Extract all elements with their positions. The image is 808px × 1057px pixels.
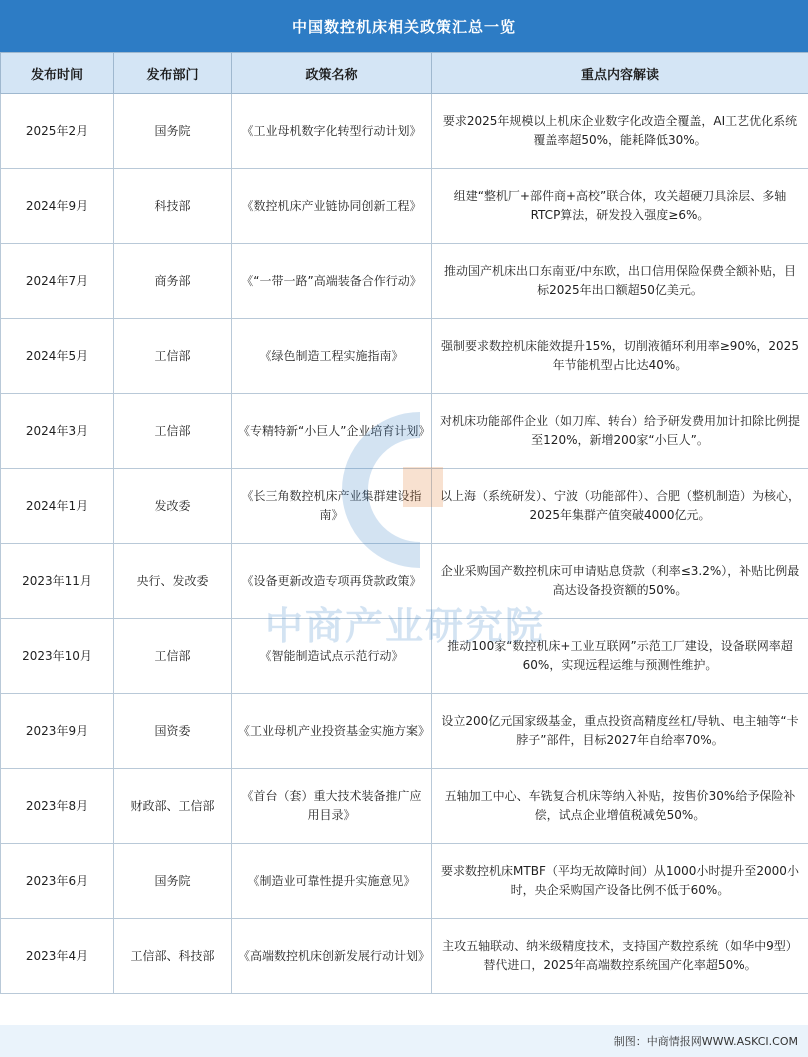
cell-content: 对机床功能部件企业（如刀库、转台）给予研发费用加计扣除比例提至120%，新增200家“小巨人”。 xyxy=(432,394,808,469)
cell-policy-name: 《制造业可靠性提升实施意见》 xyxy=(232,844,432,919)
cell-policy-name: 《工业母机产业投资基金实施方案》 xyxy=(232,694,432,769)
cell-dept: 工信部、科技部 xyxy=(114,919,232,994)
cell-policy-name: 《数控机床产业链协同创新工程》 xyxy=(232,169,432,244)
table-row xyxy=(1,469,808,544)
cell-policy-name: 《“一带一路”高端装备合作行动》 xyxy=(232,244,432,319)
cell-policy-name: 《高端数控机床创新发展行动计划》 xyxy=(232,919,432,994)
cell-content: 推动100家“数控机床+工业互联网”示范工厂建设，设备联网率超60%，实现远程运维与预测性维护。 xyxy=(432,619,808,694)
table-row xyxy=(1,319,808,394)
cell-dept: 国务院 xyxy=(114,844,232,919)
cell-content: 设立200亿元国家级基金，重点投资高精度丝杠/导轨、电主轴等“卡脖子”部件，目标2027年自给率70%。 xyxy=(432,694,808,769)
cell-date: 2023年4月 xyxy=(1,919,114,994)
cell-date: 2025年2月 xyxy=(1,94,114,169)
cell-dept: 商务部 xyxy=(114,244,232,319)
table-row xyxy=(1,619,808,694)
cell-policy-name: 《工业母机数字化转型行动计划》 xyxy=(232,94,432,169)
cell-date: 2023年6月 xyxy=(1,844,114,919)
table-row xyxy=(1,394,808,469)
cell-date: 2023年8月 xyxy=(1,769,114,844)
cell-content: 要求2025年规模以上机床企业数字化改造全覆盖，AI工艺优化系统覆盖率超50%，能耗降低30%。 xyxy=(432,94,808,169)
cell-date: 2023年10月 xyxy=(1,619,114,694)
cell-content: 强制要求数控机床能效提升15%，切削液循环利用率≥90%，2025年节能机型占比达40%。 xyxy=(432,319,808,394)
table-row xyxy=(1,169,808,244)
cell-policy-name: 《长三角数控机床产业集群建设指南》 xyxy=(232,469,432,544)
cell-content: 企业采购国产数控机床可申请贴息贷款（利率≤3.2%），补贴比例最高达设备投资额的50%。 xyxy=(432,544,808,619)
cell-date: 2024年7月 xyxy=(1,244,114,319)
cell-date: 2023年11月 xyxy=(1,544,114,619)
cell-dept: 科技部 xyxy=(114,169,232,244)
source-credit: 制图：中商情报网WWW.ASKCI.COM xyxy=(613,1035,798,1048)
cell-dept: 国务院 xyxy=(114,94,232,169)
table-row xyxy=(1,94,808,169)
cell-policy-name: 《专精特新“小巨人”企业培育计划》 xyxy=(232,394,432,469)
cell-content: 组建“整机厂+部件商+高校”联合体，攻关超硬刀具涂层、多轴RTCP算法，研发投入强度≥6%。 xyxy=(432,169,808,244)
cell-content: 推动国产机床出口东南亚/中东欧，出口信用保险保费全额补贴，目标2025年出口额超50亿美元。 xyxy=(432,244,808,319)
column-header-name: 政策名称 xyxy=(232,53,432,94)
cell-dept: 财政部、工信部 xyxy=(114,769,232,844)
cell-policy-name: 《设备更新改造专项再贷款政策》 xyxy=(232,544,432,619)
watermark-text: 中商产业研究院 xyxy=(264,604,545,648)
cell-content: 主攻五轴联动、纳米级精度技术，支持国产数控系统（如华中9型）替代进口，2025年高端数控系统国产化率超50%。 xyxy=(432,919,808,994)
cell-content: 五轴加工中心、车铣复合机床等纳入补贴，按售价30%给予保险补偿，试点企业增值税减免50%。 xyxy=(432,769,808,844)
table-row xyxy=(1,919,808,994)
table-row xyxy=(1,244,808,319)
table-row xyxy=(1,844,808,919)
table-row xyxy=(1,694,808,769)
cell-dept: 工信部 xyxy=(114,619,232,694)
page-title: 中国数控机床相关政策汇总一览 xyxy=(0,0,808,52)
cell-date: 2024年1月 xyxy=(1,469,114,544)
cell-date: 2023年9月 xyxy=(1,694,114,769)
column-header-date: 发布时间 xyxy=(1,53,114,94)
cell-dept: 央行、发改委 xyxy=(114,544,232,619)
cell-date: 2024年3月 xyxy=(1,394,114,469)
cell-dept: 发改委 xyxy=(114,469,232,544)
cell-policy-name: 《绿色制造工程实施指南》 xyxy=(232,319,432,394)
policy-table xyxy=(0,52,808,994)
cell-dept: 工信部 xyxy=(114,394,232,469)
cell-dept: 国资委 xyxy=(114,694,232,769)
cell-content: 以上海（系统研发）、宁波（功能部件）、合肥（整机制造）为核心，2025年集群产值突破4000亿元。 xyxy=(432,469,808,544)
cell-date: 2024年9月 xyxy=(1,169,114,244)
table-row xyxy=(1,769,808,844)
cell-date: 2024年5月 xyxy=(1,319,114,394)
cell-policy-name: 《智能制造试点示范行动》 xyxy=(232,619,432,694)
cell-content: 要求数控机床MTBF（平均无故障时间）从1000小时提升至2000小时，央企采购国产设备比例不低于60%。 xyxy=(432,844,808,919)
table-row xyxy=(1,544,808,619)
footer xyxy=(0,1025,808,1057)
cell-dept: 工信部 xyxy=(114,319,232,394)
table-header-row xyxy=(1,53,808,94)
cell-policy-name: 《首台（套）重大技术装备推广应用目录》 xyxy=(232,769,432,844)
column-header-dept: 发布部门 xyxy=(114,53,232,94)
column-header-content: 重点内容解读 xyxy=(432,53,808,94)
